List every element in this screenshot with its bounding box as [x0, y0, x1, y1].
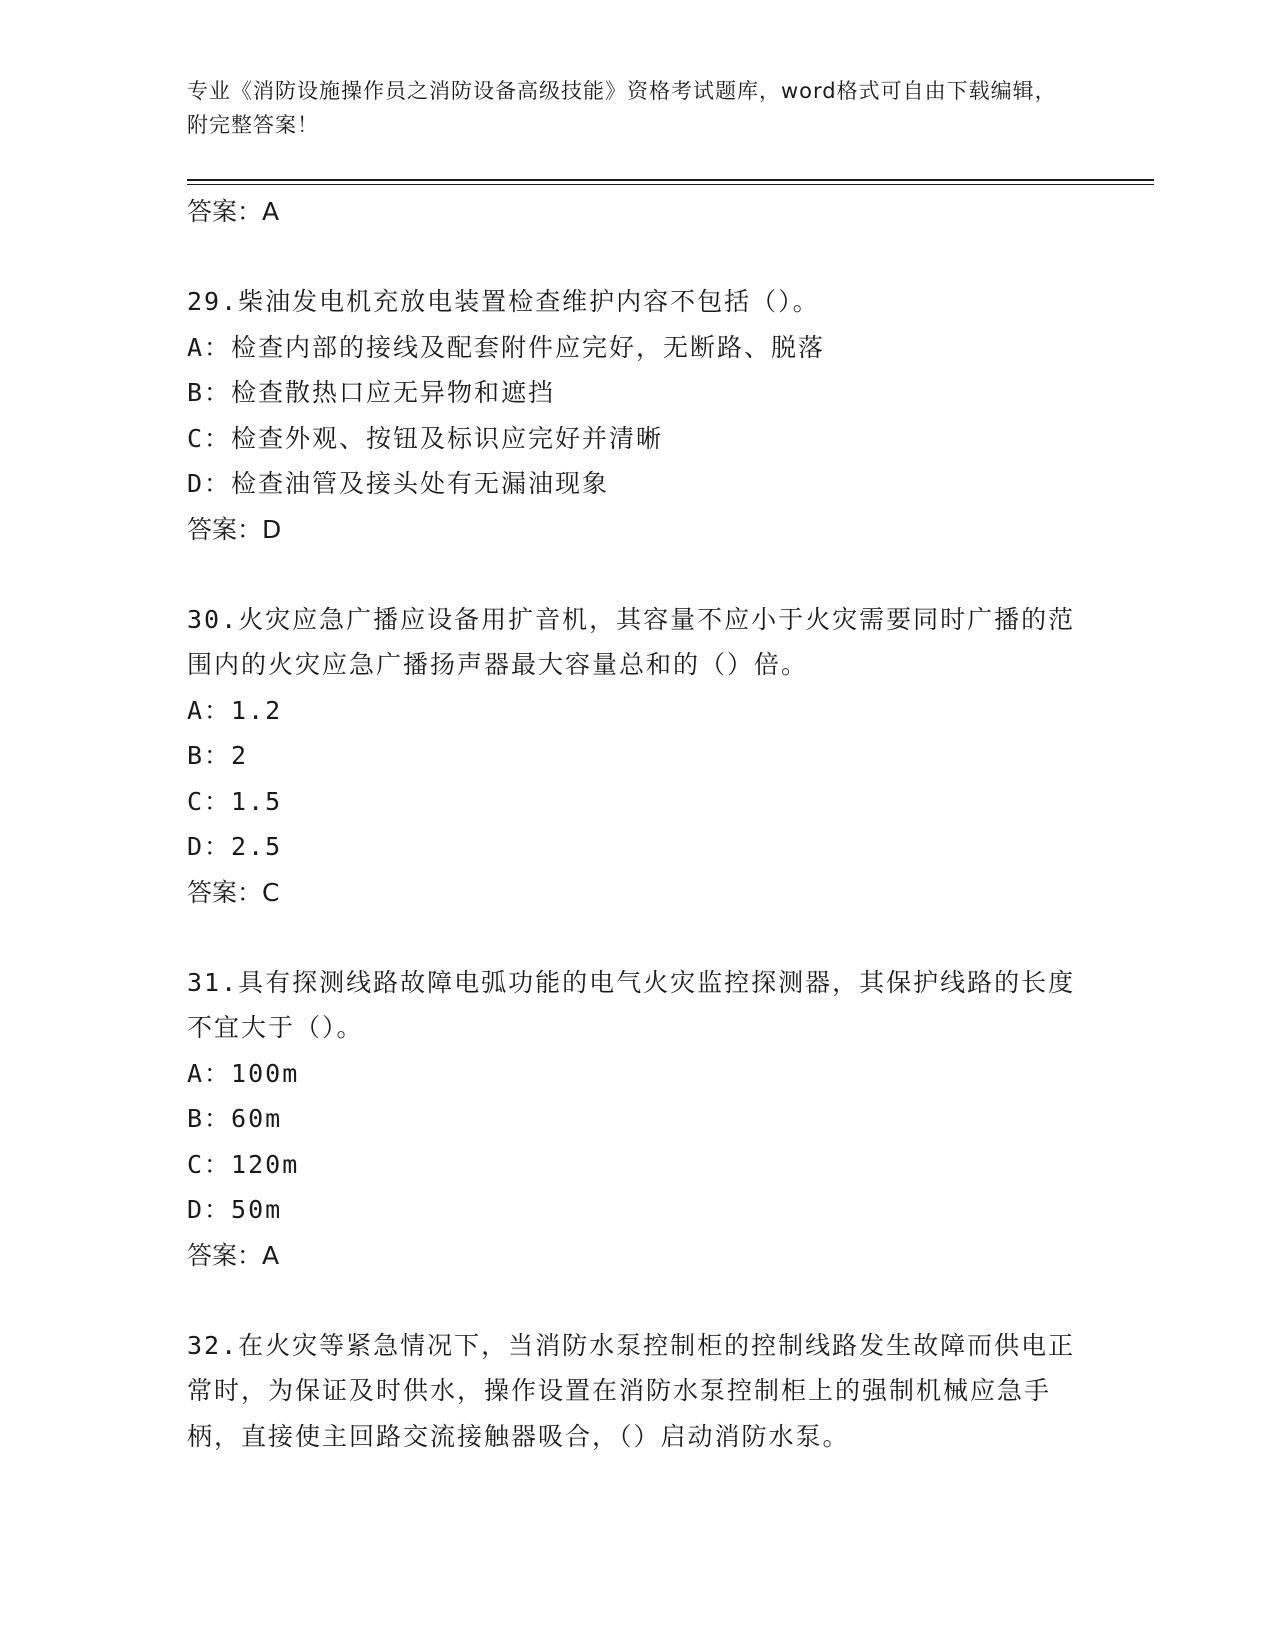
document-header: 专业《消防设施操作员之消防设备高级技能》资格考试题库，word格式可自由下载编辑，附完整答案！ — [187, 79, 1057, 137]
spacer — [187, 235, 1077, 279]
option-31-c: C：120m — [187, 1149, 300, 1179]
answer-31: 答案：A — [187, 1240, 280, 1270]
header-rule-thick — [187, 179, 1154, 181]
question-31: 31.具有探测线路故障电弧功能的电气火灾监控探测器，其保护线路的长度不宜大于（）。 — [187, 967, 1076, 1042]
question-content — [187, 189, 1077, 1459]
option-31-d: D：50m — [187, 1195, 283, 1224]
option-29-c: C：检查外观、按钮及标识应完好并清晰 — [187, 423, 664, 453]
header-rule-thin — [187, 184, 1154, 185]
option-29-b: B：检查散热口应无异物和遮挡 — [187, 378, 556, 407]
option-29-a: A：检查内部的接线及配套附件应完好，无断路、脱落 — [187, 332, 826, 362]
question-29: 29.柴油发电机充放电装置检查维护内容不包括（）。 — [187, 287, 820, 316]
option-30-b: B：2 — [187, 741, 249, 770]
question-32: 32.在火灾等紧急情况下，当消防水泵控制柜的控制线路发生故障而供电正常时，为保证及时供水，操作设置在消防水泵控制柜上的强制机械应急手柄，直接使主回路交流接触器吸合，（）启动消防水泵。 — [187, 1330, 1076, 1451]
option-30-a: A：1.2 — [187, 695, 283, 725]
option-29-d: D：检查油管及接头处有无漏油现象 — [187, 469, 610, 498]
option-30-c: C：1.5 — [187, 786, 283, 816]
option-30-d: D：2.5 — [187, 832, 283, 861]
answer-29: 答案：D — [187, 514, 282, 544]
option-31-a: A：100m — [187, 1058, 300, 1088]
answer-28: 答案：A — [187, 197, 280, 226]
option-31-b: B：60m — [187, 1104, 283, 1133]
spacer — [187, 916, 1077, 960]
spacer — [187, 1279, 1077, 1323]
spacer — [187, 553, 1077, 597]
question-30: 30.火灾应急广播应设备用扩音机，其容量不应小于火灾需要同时广播的范围内的火灾应急广播扬声器最大容量总和的（）倍。 — [187, 604, 1076, 679]
answer-30: 答案：C — [187, 877, 280, 907]
